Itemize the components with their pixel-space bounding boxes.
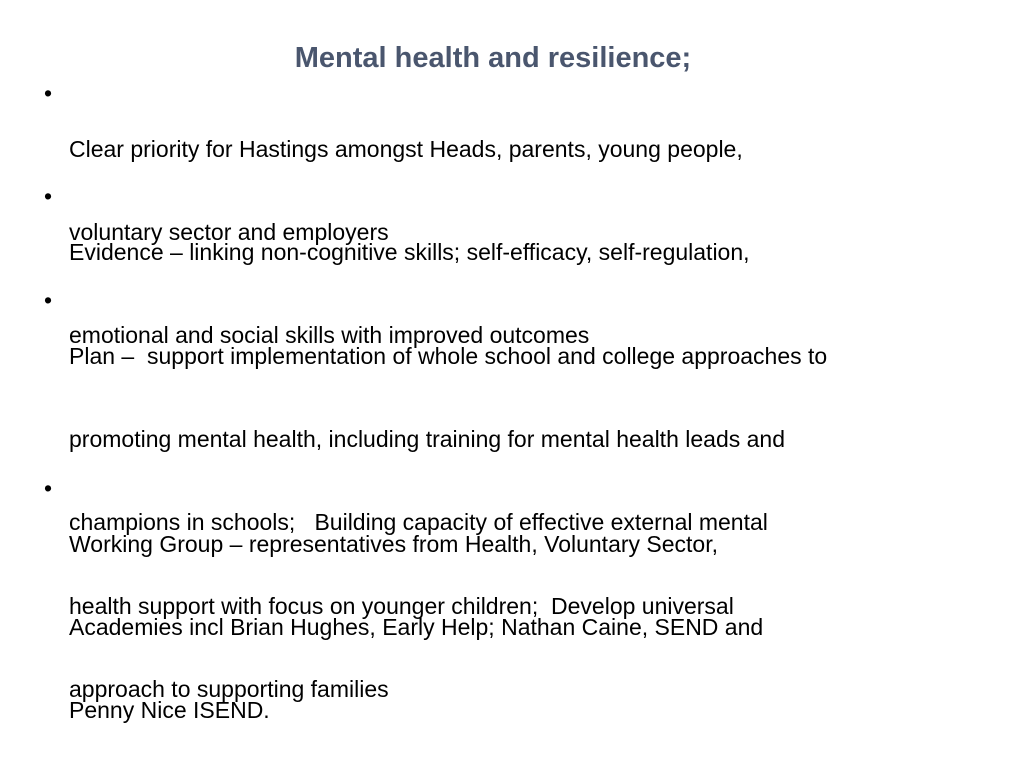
bullet-line: Plan – support implementation of whole school and college approaches to <box>69 342 828 369</box>
bullet-line: Clear priority for Hastings amongst Heads, parents, young people, <box>69 135 743 162</box>
bullet-icon: • <box>44 287 53 313</box>
bullet-icon: • <box>44 183 53 209</box>
slide-title: Mental health and resilience; <box>294 42 692 74</box>
bullet-line: promoting mental health, including training for mental health leads and <box>69 425 785 452</box>
bullet-line: Evidence – linking non-cognitive skills; self-efficacy, self-regulation, <box>69 238 750 265</box>
bullet-line: Working Group – representatives from Health, Voluntary Sector, <box>69 530 718 557</box>
bullet-line: Penny Nice ISEND. <box>69 697 270 724</box>
bullet-line: Academies incl Brian Hughes, Early Help; Nathan Caine, SEND and <box>69 613 764 640</box>
bullet-line: health support with focus on younger children; Develop universal <box>69 592 734 619</box>
bullet-line: approach to supporting families <box>69 676 389 703</box>
bullet-line: emotional and social skills with improved outcomes <box>69 321 590 348</box>
bullet-line: champions in schools; Building capacity of effective external mental <box>69 509 768 536</box>
bullet-line: voluntary sector and employers <box>69 218 389 245</box>
bullet-icon: • <box>44 475 53 501</box>
bullet-icon: • <box>44 80 53 106</box>
bullet-item-working-group <box>44 475 763 781</box>
